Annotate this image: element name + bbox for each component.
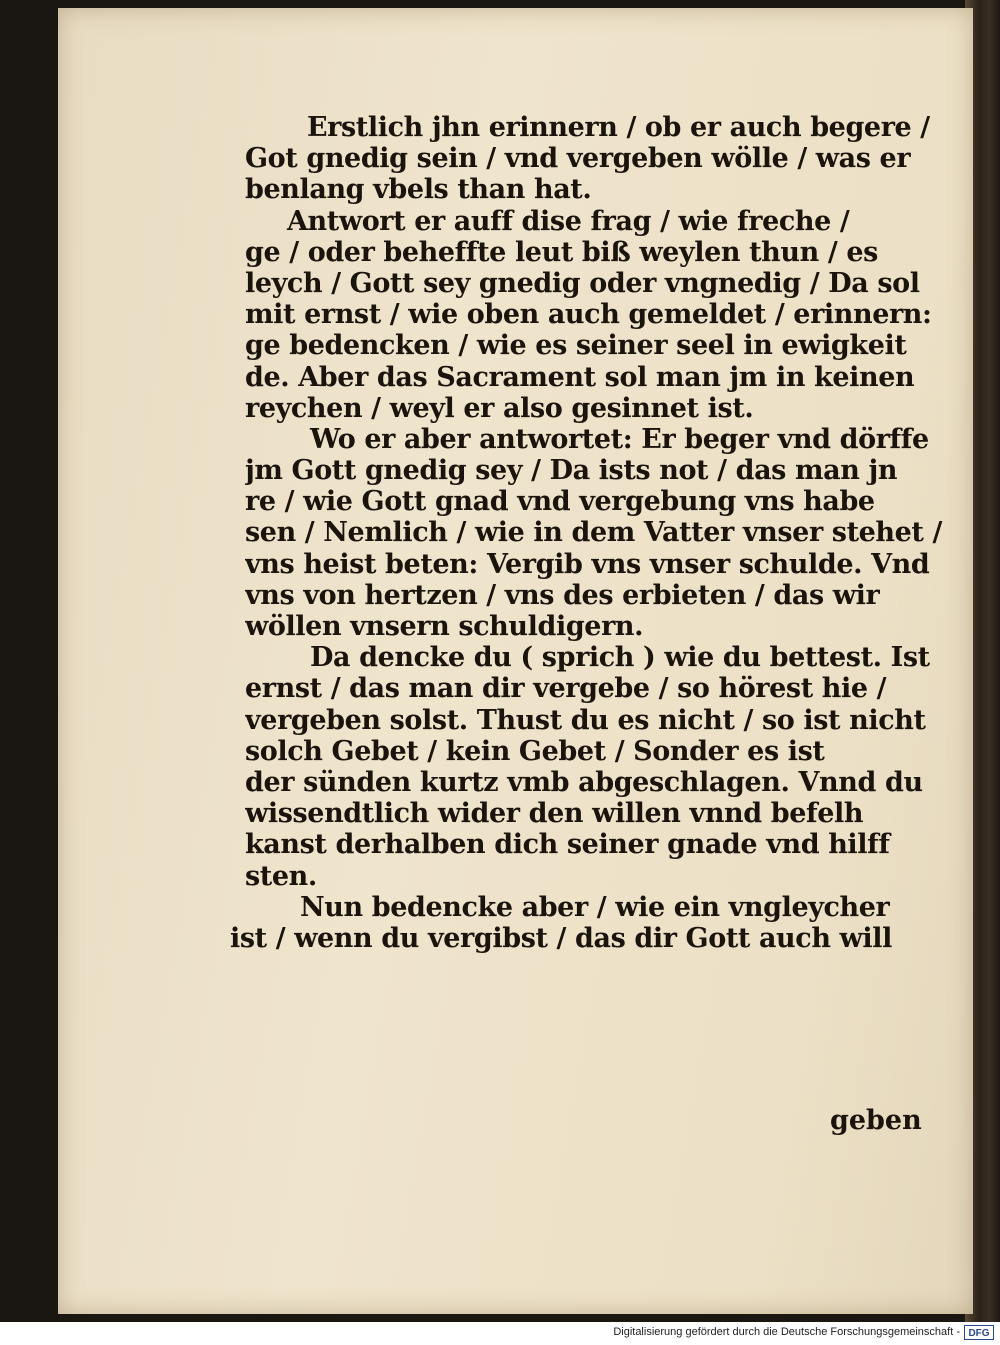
text-line: sen / Nemlich / wie in dem Vatter vnser stehet / <box>245 517 942 549</box>
text-line: Nun bedencke aber / wie ein vngleycher <box>300 891 890 923</box>
catchword: geben <box>830 1105 922 1136</box>
text-line: wöllen vnsern schuldigern. <box>245 611 644 642</box>
text-line: Antwort er auff dise frag / wie freche / <box>287 205 850 237</box>
text-line: ernst / das man dir vergebe / so hörest hie / <box>245 673 887 705</box>
text-line: Da dencke du ( sprich ) wie du bettest. Ist <box>310 642 930 674</box>
text-line: Wo er aber antwortet: Er beger vnd dörffe <box>310 423 929 455</box>
text-line: re / wie Gott gnad vnd vergebung vns habe <box>245 486 875 518</box>
text-line: ge bedencken / wie es seiner seel in ewigkeit <box>245 330 907 362</box>
text-line: wissendtlich wider den willen vnnd befelh <box>245 798 864 830</box>
dfg-logo-icon: DFG <box>964 1325 994 1340</box>
text-line: der sünden kurtz vmb abgeschlagen. Vnnd du <box>245 766 923 798</box>
text-line: kanst derhalben dich seiner gnade vnd hilff <box>245 829 890 861</box>
text-line: reychen / weyl er also gesinnet ist. <box>245 392 754 424</box>
text-line: Erstlich jhn erinnern / ob er auch begere / <box>307 112 930 143</box>
text-line: sten. <box>245 860 317 892</box>
text-line: Got gnedig sein / vnd vergeben wölle / was er <box>245 143 911 175</box>
text-line: de. Aber das Sacrament sol man jm in keinen <box>245 361 915 393</box>
text-line: jm Gott gnedig sey / Da ists not / das man jn <box>245 455 898 487</box>
page-text <box>230 112 945 954</box>
text-line: solch Gebet / kein Gebet / Sonder es ist <box>245 735 825 767</box>
text-line: vergeben solst. Thust du es nicht / so ist nicht <box>245 704 926 736</box>
text-line: benlang vbels than hat. <box>245 174 592 206</box>
text-line: vns heist beten: Vergib vns vnser schulde. Vnd <box>245 548 930 580</box>
digitization-footer <box>0 1322 1000 1345</box>
text-line: leych / Gott sey gnedig oder vngnedig / Da sol <box>245 267 920 299</box>
text-line: ge / oder beheffte leut biß weylen thun / es <box>245 236 878 268</box>
text-line: vns von hertzen / vns des erbieten / das wir <box>245 579 880 611</box>
funding-credit: Digitalisierung gefördert durch die Deutsche Forschungsgemeinschaft - <box>613 1326 960 1338</box>
text-line: mit ernst / wie oben auch gemeldet / erinnern: <box>245 299 932 331</box>
text-line: ist / wenn du vergibst / das dir Gott auch will <box>230 922 892 954</box>
